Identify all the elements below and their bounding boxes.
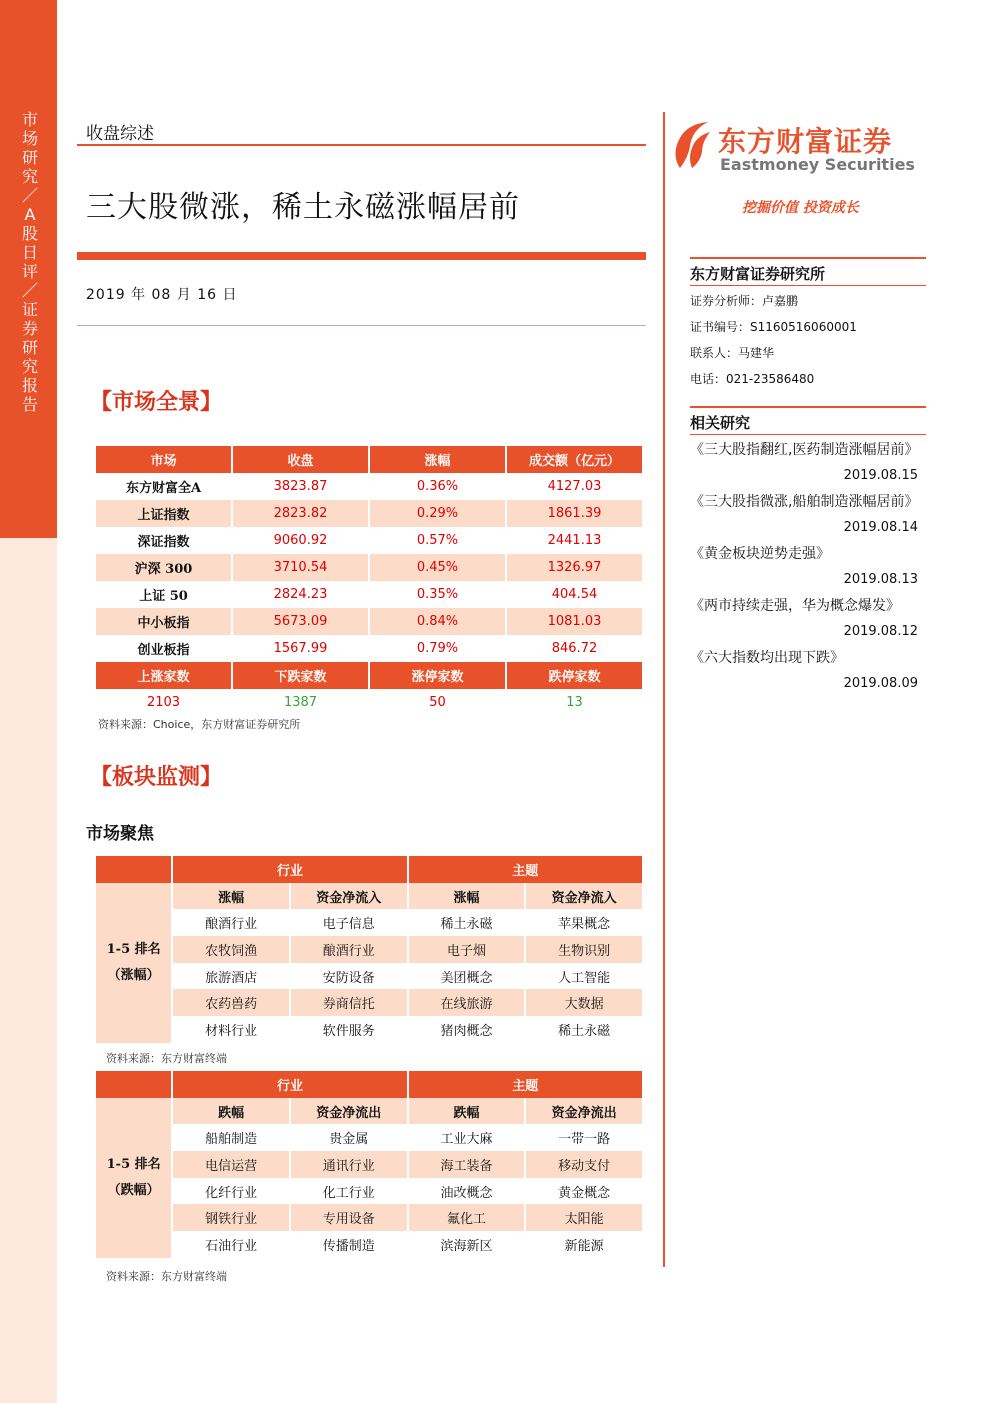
related-item-title[interactable]: 《六大指数均出现下跌》 [690, 650, 844, 666]
table-row [96, 500, 642, 527]
table-row [96, 1124, 642, 1151]
table-row [96, 1016, 642, 1043]
market-close: 1567.99 [273, 641, 328, 656]
market-name: 上证指数 [96, 500, 231, 527]
sector-cell: 化工行业 [322, 1185, 375, 1201]
sub-header: 跌幅 [409, 1098, 525, 1125]
limit-down-count: 13 [566, 695, 583, 710]
sector-cell: 稀土永磁 [440, 917, 493, 933]
sector-cell: 农牧饲渔 [173, 936, 289, 963]
table-row [96, 635, 642, 662]
related-list [690, 437, 918, 697]
table-row [96, 909, 642, 936]
market-col-header: 涨幅 [370, 446, 505, 473]
group-header-theme: 主题 [409, 856, 642, 883]
sector-cell: 船舶制造 [205, 1132, 258, 1148]
table-row [96, 1151, 642, 1178]
market-change: 0.35% [416, 587, 459, 602]
market-volume: 4127.03 [547, 479, 602, 494]
limit-up-count: 50 [429, 695, 446, 710]
market-header-row [96, 446, 642, 473]
group-header-industry: 行业 [173, 1071, 406, 1098]
count-header: 上涨家数 [96, 662, 231, 689]
market-volume: 1861.39 [507, 500, 642, 527]
sector-cell: 新能源 [564, 1238, 604, 1254]
count-row [96, 689, 642, 716]
sector-cell: 通讯行业 [291, 1151, 407, 1178]
table-row [96, 1178, 642, 1205]
title-bar [77, 252, 646, 260]
sector-cell: 农药兽药 [173, 989, 289, 1016]
sector-cell: 油改概念 [440, 1185, 493, 1201]
phone: 电话：021-23586480 [690, 372, 815, 386]
related-item-title[interactable]: 《黄金板块逆势走强》 [690, 546, 830, 562]
market-close: 9060.92 [273, 533, 328, 548]
sub-header-row [96, 883, 642, 910]
sector-cell: 在线旅游 [409, 989, 525, 1016]
cert-number: 证书编号：S1160516060001 [690, 320, 857, 334]
sub-header: 资金净流出 [291, 1098, 407, 1125]
report-date: 2019 年 08 月 16 日 [86, 287, 238, 303]
market-volume: 1081.03 [507, 608, 642, 635]
market-volume: 846.72 [551, 641, 598, 656]
sector-cell: 化纤行业 [205, 1185, 258, 1201]
brand-name-cn: 东方财富证券 [718, 125, 893, 158]
market-change: 0.84% [370, 608, 505, 635]
sector-cell: 软件服务 [322, 1023, 375, 1039]
group-header-industry: 行业 [173, 856, 406, 883]
sector-cell: 旅游酒店 [205, 970, 258, 986]
sub-header-row [96, 1098, 642, 1125]
related-item-date: 2019.08.13 [843, 572, 918, 587]
market-name: 深证指数 [137, 535, 190, 550]
sector-cell: 贵金属 [329, 1132, 369, 1148]
market-volume: 2441.13 [547, 533, 602, 548]
sector-cell: 人工智能 [558, 970, 611, 986]
sub-header: 资金净流入 [526, 883, 642, 910]
rank-label-cell [96, 883, 171, 1043]
contact: 联系人：马建华 [690, 346, 775, 360]
group-header-row [96, 856, 642, 883]
report-section-label: 收盘综述 [86, 124, 154, 144]
sector-cell: 安防设备 [322, 970, 375, 986]
sector-cell: 券商信托 [291, 989, 407, 1016]
down-count: 1387 [283, 695, 318, 710]
sub-header: 涨幅 [409, 883, 525, 910]
market-change: 0.79% [416, 641, 459, 656]
sector-cell: 一带一路 [558, 1132, 611, 1148]
institute-title: 东方财富证券研究所 [690, 265, 826, 283]
market-heading: 【市场全景】 [90, 389, 223, 415]
rank-label-sub: （跌幅） [107, 1182, 160, 1198]
table-row [96, 1231, 642, 1258]
market-volume: 1326.97 [507, 554, 642, 581]
analyst: 证券分析师：卢嘉鹏 [690, 294, 799, 308]
sector-cell: 滨海新区 [440, 1238, 493, 1254]
related-item-date: 2019.08.09 [843, 676, 918, 691]
sidebar-band [0, 0, 57, 1403]
page-title: 三大股微涨，稀土永磁涨幅居前 [86, 190, 520, 225]
table-row [96, 1204, 642, 1231]
sector-cell: 移动支付 [526, 1151, 642, 1178]
up-count: 2103 [146, 695, 181, 710]
sector-cell: 工业大麻 [440, 1132, 493, 1148]
market-name: 东方财富全A [125, 481, 202, 496]
related-item-date: 2019.08.15 [843, 468, 918, 483]
count-header: 跌停家数 [507, 662, 642, 689]
sector-loss-table [94, 1071, 644, 1258]
related-item-title[interactable]: 《两市持续走强，华为概念爆发》 [690, 598, 900, 614]
sector-subheading: 市场聚焦 [86, 824, 154, 844]
market-volume: 404.54 [551, 587, 598, 602]
brand-logo-icon [672, 118, 712, 172]
related-title: 相关研究 [690, 414, 751, 432]
table-row [96, 989, 642, 1016]
table-row [96, 936, 642, 963]
related-rule-top [690, 406, 926, 408]
related-item-title[interactable]: 《三大股指微涨,船舶制造涨幅居前》 [690, 494, 919, 510]
count-header: 下跌家数 [233, 662, 368, 689]
rank-label: 1-5 排名 [106, 941, 161, 957]
market-col-header: 收盘 [233, 446, 368, 473]
sector-cell: 太阳能 [526, 1204, 642, 1231]
group-header-row [96, 1071, 642, 1098]
count-header: 涨停家数 [370, 662, 505, 689]
sector-cell: 黄金概念 [558, 1185, 611, 1201]
sidebar-accent-block [0, 0, 57, 538]
sub-header: 跌幅 [173, 1098, 289, 1125]
sector-cell: 氟化工 [409, 1204, 525, 1231]
related-item-title[interactable]: 《三大股指翻红,医药制造涨幅居前》 [690, 442, 919, 458]
sector-cell: 专用设备 [291, 1204, 407, 1231]
sector-heading: 【板块监测】 [90, 764, 223, 790]
institute-rule [690, 285, 926, 286]
table-row [96, 554, 642, 581]
market-close: 5673.09 [233, 608, 368, 635]
brand-slogan: 挖掘价值 投资成长 [742, 200, 859, 216]
sector-cell: 海工装备 [409, 1151, 525, 1178]
institute-rule-top [690, 257, 926, 259]
rank-label: 1-5 排名 [106, 1156, 161, 1172]
market-table [94, 446, 644, 716]
sector-gain-table [94, 856, 644, 1043]
sidebar-vertical-text: 市场研究／A股日评／证券研究报告 [21, 110, 38, 414]
sector-cell: 大数据 [526, 989, 642, 1016]
rank-label-cell [96, 1098, 171, 1258]
market-name: 创业板指 [137, 643, 190, 658]
sector-cell: 电子烟 [409, 936, 525, 963]
brand-name-en: Eastmoney Securities [720, 155, 915, 174]
sector-cell: 生物识别 [526, 936, 642, 963]
sector-cell: 猪肉概念 [440, 1023, 493, 1039]
sector-cell: 苹果概念 [558, 917, 611, 933]
table-row [96, 581, 642, 608]
table-row [96, 473, 642, 500]
market-name: 上证 50 [139, 589, 188, 604]
sub-header: 资金净流入 [291, 883, 407, 910]
header-rule [77, 144, 646, 146]
rank-label-sub: （涨幅） [107, 967, 160, 983]
sector-cell: 材料行业 [205, 1023, 258, 1039]
count-header-row [96, 662, 642, 689]
market-close: 3823.87 [273, 479, 328, 494]
related-item-date: 2019.08.14 [843, 520, 918, 535]
date-rule [77, 325, 646, 326]
table-row [96, 527, 642, 554]
table-row [96, 608, 642, 635]
sector-cell: 电信运营 [173, 1151, 289, 1178]
sub-header: 涨幅 [173, 883, 289, 910]
market-col-header: 成交额（亿元） [507, 446, 642, 473]
sub-header: 资金净流出 [526, 1098, 642, 1125]
corner-cell [96, 1071, 171, 1098]
sector-cell: 稀土永磁 [558, 1023, 611, 1039]
market-close: 2824.23 [273, 587, 328, 602]
sector-cell: 酿酒行业 [291, 936, 407, 963]
sector-cell: 钢铁行业 [173, 1204, 289, 1231]
market-name: 沪深 300 [96, 554, 231, 581]
corner-cell [96, 856, 171, 883]
sector-cell: 电子信息 [322, 917, 375, 933]
gain-source: 资料来源：东方财富终端 [106, 1052, 227, 1065]
column-divider [663, 112, 665, 1267]
market-change: 0.57% [416, 533, 459, 548]
related-item-date: 2019.08.12 [843, 624, 918, 639]
market-change: 0.45% [370, 554, 505, 581]
market-col-header: 市场 [96, 446, 231, 473]
table-row [96, 963, 642, 990]
market-close: 3710.54 [233, 554, 368, 581]
market-close: 2823.82 [233, 500, 368, 527]
market-source: 资料来源：Choice，东方财富证券研究所 [98, 718, 301, 731]
related-rule [690, 434, 926, 435]
sector-cell: 酿酒行业 [205, 917, 258, 933]
sector-cell: 传播制造 [322, 1238, 375, 1254]
loss-source: 资料来源：东方财富终端 [106, 1270, 227, 1283]
sector-cell: 石油行业 [205, 1238, 258, 1254]
market-change: 0.29% [370, 500, 505, 527]
group-header-theme: 主题 [409, 1071, 642, 1098]
market-name: 中小板指 [96, 608, 231, 635]
sector-cell: 美团概念 [440, 970, 493, 986]
market-change: 0.36% [416, 479, 459, 494]
